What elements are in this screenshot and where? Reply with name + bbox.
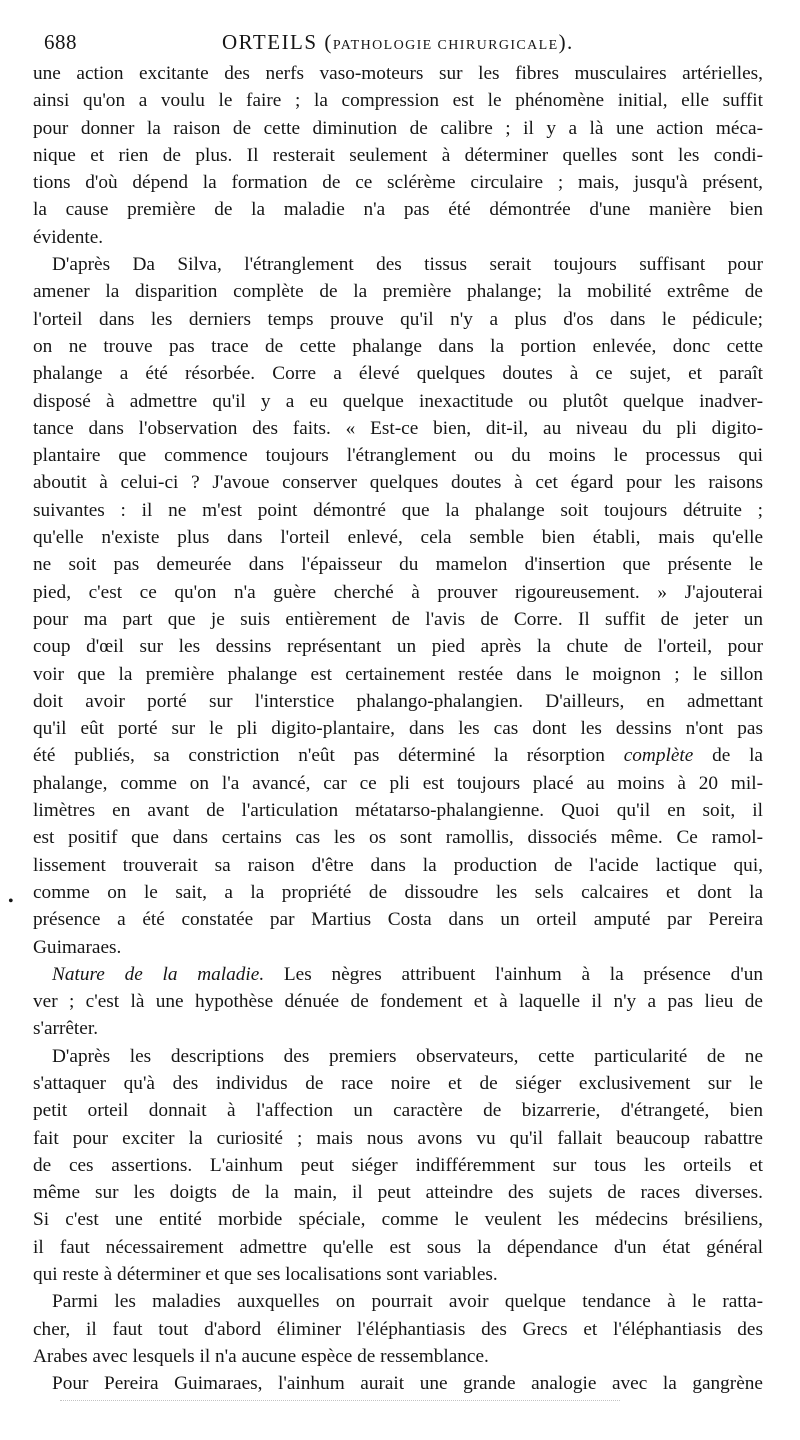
- body-text: [33, 60, 763, 1398]
- text-line: pour ma part que je suis entièrement de l'avis de Corre. Il suffit de jeter un: [33, 608, 763, 630]
- text-line: s'attaquer qu'à des individus de race noire et de siéger exclusivement sur le: [33, 1072, 763, 1094]
- running-title-subtitle: PATHOLOGIE CHIRURGICALE: [332, 38, 559, 53]
- text-line: l'orteil dans les derniers temps prouve qu'il n'y a plus d'os dans le pédicule;: [33, 308, 763, 330]
- text-segment: été publiés, sa constriction n'eût pas déterminé la résorption: [33, 745, 624, 767]
- text-line: ver ; c'est là une hypothèse dénuée de fondement et à laquelle il n'y a pas lieu de: [33, 991, 763, 1013]
- text-line: s'arrêter.: [33, 1018, 99, 1040]
- text-line: suivantes : il ne m'est point démontré que la phalange soit toujours détruite ;: [33, 499, 763, 521]
- text-segment: Les nègres attribuent l'ainhum à la présence d'un: [283, 963, 763, 985]
- text-line: Si c'est une entité morbide spéciale, comme le veulent les médecins brésiliens,: [33, 1209, 763, 1231]
- running-title-close: ).: [558, 30, 574, 54]
- text-line: qu'elle n'existe plus dans l'orteil enlevé, cela semble bien établi, mais qu'elle: [33, 527, 763, 549]
- italic-word: complète: [623, 745, 694, 767]
- running-title-main: ORTEILS (: [222, 30, 333, 54]
- page-number: 688: [44, 30, 77, 54]
- text-line: ainsi qu'on a voulu le faire ; la compression est le phénomène initial, elle suffit: [33, 90, 763, 112]
- text-line: tance dans l'observation des faits. « Est-ce bien, dit-il, au niveau du pli digito-: [33, 417, 763, 439]
- text-line: Guimaraes.: [33, 936, 122, 958]
- text-line: présence a été constatée par Martius Costa dans un orteil amputé par Pereira: [33, 909, 763, 931]
- margin-mark: •: [8, 893, 14, 910]
- text-line: il faut nécessairement admettre qu'elle est sous la dépendance d'un état général: [33, 1236, 763, 1258]
- text-line: ne soit pas demeurée dans l'épaisseur du mamelon d'insertion que présente le: [33, 554, 763, 576]
- text-line: lissement trouverait sa raison d'être dans la production de l'acide lactique qui,: [33, 854, 763, 876]
- section-heading-line: [33, 961, 763, 988]
- text-line: qui reste à déterminer et que ses localisations sont variables.: [33, 1264, 498, 1286]
- text-line: pied, c'est ce qu'on n'a guère cherché à prouver rigoureusement. » J'ajouterai: [33, 581, 763, 603]
- text-line: est positif que dans certains cas les os sont ramollis, dissociés même. Ce ramol-: [33, 827, 763, 849]
- bleed-through-marks: [60, 1400, 620, 1402]
- text-line: disposé à admettre qu'il y a eu quelque inexactitude ou plutôt quelque inadver-: [33, 390, 763, 412]
- text-line: limètres en avant de l'articulation métatarso-phalangienne. Quoi qu'il en soit, il: [33, 800, 763, 822]
- running-title: [222, 30, 574, 55]
- text-line: phalange a été résorbée. Corre a élevé quelques doutes à ce sujet, et paraît: [33, 363, 763, 385]
- paragraph-start-line: D'après les descriptions des premiers observateurs, cette particularité de ne: [52, 1045, 763, 1067]
- paragraph-start-line: Parmi les maladies auxquelles on pourrait avoir quelque tendance à le ratta-: [52, 1291, 763, 1313]
- text-line: fait pour exciter la curiosité ; mais nous avons vu qu'il fallait beaucoup rabattre: [33, 1127, 763, 1149]
- text-line: phalange, comme on l'a avancé, car ce pli est toujours placé au moins à 20 mil-: [33, 772, 763, 794]
- paragraph-start-line: Pour Pereira Guimaraes, l'ainhum aurait une grande analogie avec la gangrène: [52, 1373, 763, 1395]
- text-line: évidente.: [33, 226, 104, 248]
- running-header: [44, 30, 756, 60]
- text-line: de ces assertions. L'ainhum peut siéger indifféremment sur tous les orteils et: [33, 1154, 763, 1176]
- text-line: la cause première de la maladie n'a pas été démontrée d'une manière bien: [33, 199, 763, 221]
- text-line: comme on le sait, a la propriété de dissoudre les sels calcaires et dont la: [33, 881, 763, 903]
- text-line: qu'il eût porté sur le pli digito-plantaire, dans les cas dont les dessins n'ont pas: [33, 718, 763, 740]
- text-line: Arabes avec lesquels il n'a aucune espèce de ressemblance.: [33, 1345, 489, 1367]
- text-line: tions d'où dépend la formation de ce sclérème circulaire ; mais, jusqu'à présent,: [33, 172, 763, 194]
- text-line: doit avoir porté sur l'interstice phalango-phalangien. D'ailleurs, en admettant: [33, 690, 763, 712]
- text-line: on ne trouve pas trace de cette phalange dans la portion enlevée, donc cette: [33, 335, 763, 357]
- text-line: pour donner la raison de cette diminution de calibre ; il y a là une action méca-: [33, 117, 763, 139]
- text-line: [33, 742, 763, 769]
- section-heading: Nature de la maladie.: [52, 963, 265, 985]
- text-line: plantaire que commence toujours l'étranglement ou du moins le processus qui: [33, 445, 763, 467]
- text-segment: de la: [693, 745, 763, 767]
- text-line: petit orteil donnait à l'affection un caractère de bizarrerie, d'étrangeté, bien: [33, 1100, 763, 1122]
- text-line: même sur les doigts de la main, il peut atteindre des sujets de races diverses.: [33, 1182, 763, 1204]
- text-line: cher, il faut tout d'abord éliminer l'éléphantiasis des Grecs et l'éléphantiasis des: [33, 1318, 763, 1340]
- text-line: nique et rien de plus. Il resterait seulement à déterminer quelles sont les condi-: [33, 144, 763, 166]
- text-line: voir que la première phalange est certainement restée dans le moignon ; le sillon: [33, 663, 763, 685]
- paragraph-start-line: D'après Da Silva, l'étranglement des tissus serait toujours suffisant pour: [52, 254, 763, 276]
- text-line: amener la disparition complète de la première phalange; la mobilité extrême de: [33, 281, 763, 303]
- text-line: aboutit à celui-ci ? J'avoue conserver quelques doutes à cet égard pour les raisons: [33, 472, 763, 494]
- text-line: une action excitante des nerfs vaso-moteurs sur les fibres musculaires artérielles,: [33, 63, 763, 84]
- text-line: coup d'œil sur les dessins représentant un pied après la chute de l'orteil, pour: [33, 636, 763, 658]
